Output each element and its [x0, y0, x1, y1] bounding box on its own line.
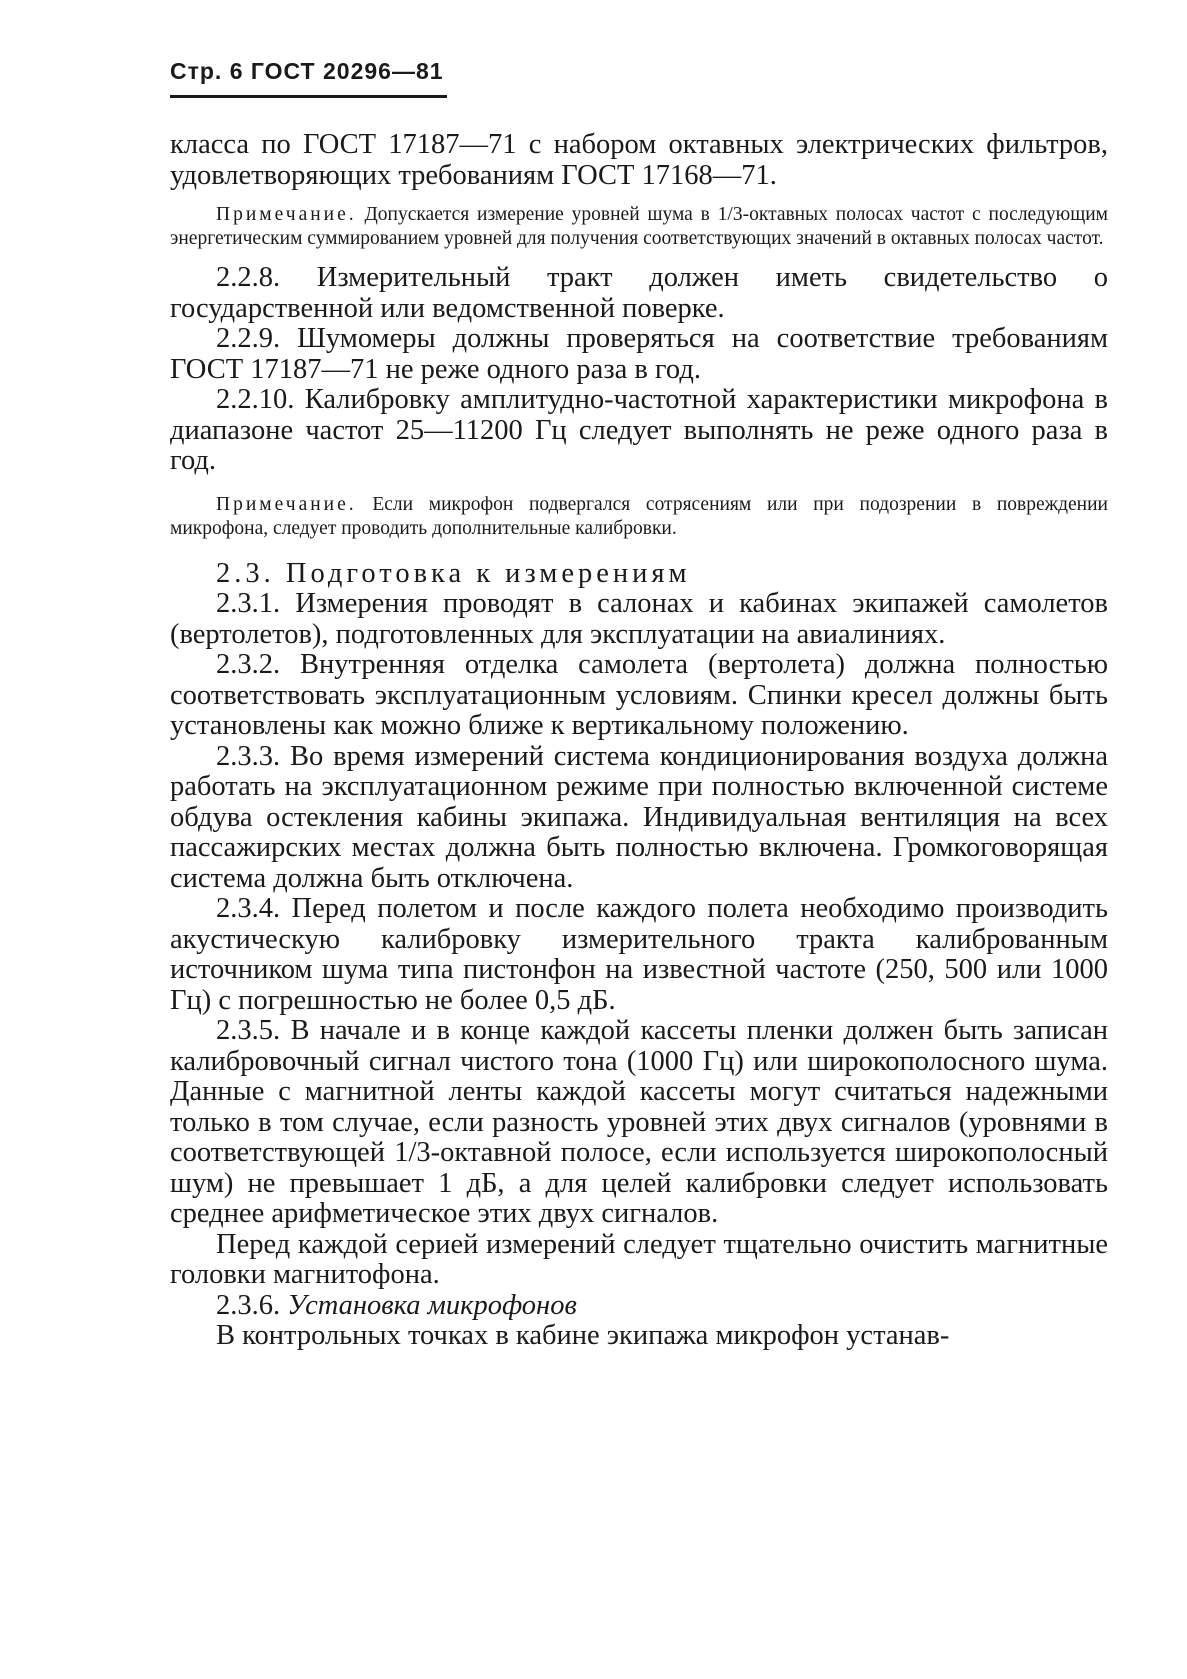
clause-2-3-6-title: Установка микрофонов — [287, 1289, 577, 1321]
page-header: Стр. 6 ГОСТ 20296—81 — [170, 58, 447, 98]
note-2 — [170, 493, 1108, 541]
clause-2-3-2: 2.3.2. Внутренняя отделка самолета (вертолета) должна полностью соответствовать эксплуатационным условиям. Спинки кресел должны быть установлены как можно ближе к вертикальному положению. — [170, 649, 1108, 741]
clause-2-3-6 — [170, 1291, 1108, 1322]
section-2-3-title: 2.3. Подготовка к измерениям — [216, 557, 691, 589]
clause-2-3-4: 2.3.4. Перед полетом и после каждого полета необходимо производить акустическую калибровку измерительного тракта калиброванным источником шума типа пистонфон на известной частоте (250, 500 или 1000 Гц) с погрешностью не более 0,5 дБ. — [170, 893, 1108, 1016]
note-1-body: Допускается измерение уровней шума в 1/3-октавных полосах частот с последующим энергетическим суммированием уровней для получения соответствующих значений в октавных полосах частот. — [170, 204, 1108, 249]
clause-2-3-1: 2.3.1. Измерения проводят в салонах и кабинах экипажей самолетов (вертолетов), подготовленных для эксплуатации на авиалиниях. — [170, 588, 1108, 650]
clause-2-3-6-number: 2.3.6. — [216, 1289, 288, 1321]
note-2-lead: Примечание. — [216, 493, 357, 515]
clause-2-2-10: 2.2.10. Калибровку амплитудно-частотной характеристики микрофона в диапазоне частот 25—11200 Гц следует выполнять не реже одного раза в год. — [170, 384, 1108, 476]
clause-2-3-5: 2.3.5. В начале и в конце каждой кассеты пленки должен быть записан калибровочный сигнал чистого тона (1000 Гц) или широкополосного шума. Данные с магнитной ленты каждой кассеты могут считаться надежными только в том случае, если разность уровней этих двух сигналов (уровнями в соответствующей 1/3-октавной полосе, если используется широкополосный шум) не превышает 1 дБ, а для целей калибровки следует использовать среднее арифметическое этих двух сигналов. — [170, 1015, 1108, 1229]
clause-2-3-3: 2.3.3. Во время измерений система кондиционирования воздуха должна работать на эксплуатационном режиме при полностью включенной системе обдува остекления кабины экипажа. Индивидуальная вентиляция на всех пассажирских местах должна быть полностью включена. Громкоговорящая система должна быть отключена. — [170, 740, 1108, 894]
clause-2-3-5-cleaning: Перед каждой серией измерений следует тщательно очистить магнитные головки магнитофона. — [170, 1228, 1108, 1290]
document-page — [170, 58, 1108, 1352]
note-1-lead: Примечание. — [216, 204, 357, 225]
clause-2-2-8: 2.2.8. Измерительный тракт должен иметь свидетельство о государственной или ведомственной поверке. — [170, 262, 1108, 324]
note-2-body: Если микрофон подвергался сотрясениям или при подозрении в повреждении микрофона, следует проводить дополнительные калибровки. — [170, 493, 1108, 539]
note-1 — [170, 203, 1108, 251]
clause-2-3-6-text: В контрольных точках в кабине экипажа микрофон устанав- — [216, 1320, 950, 1351]
clause-2-2-9: 2.2.9. Шумомеры должны проверяться на соответствие требованиям ГОСТ 17187—71 не реже одного раза в год. — [170, 323, 1108, 385]
paragraph-continuation: класса по ГОСТ 17187—71 с набором октавных электрических фильтров, удовлетворяющих требованиям ГОСТ 17168—71. — [170, 129, 1108, 191]
